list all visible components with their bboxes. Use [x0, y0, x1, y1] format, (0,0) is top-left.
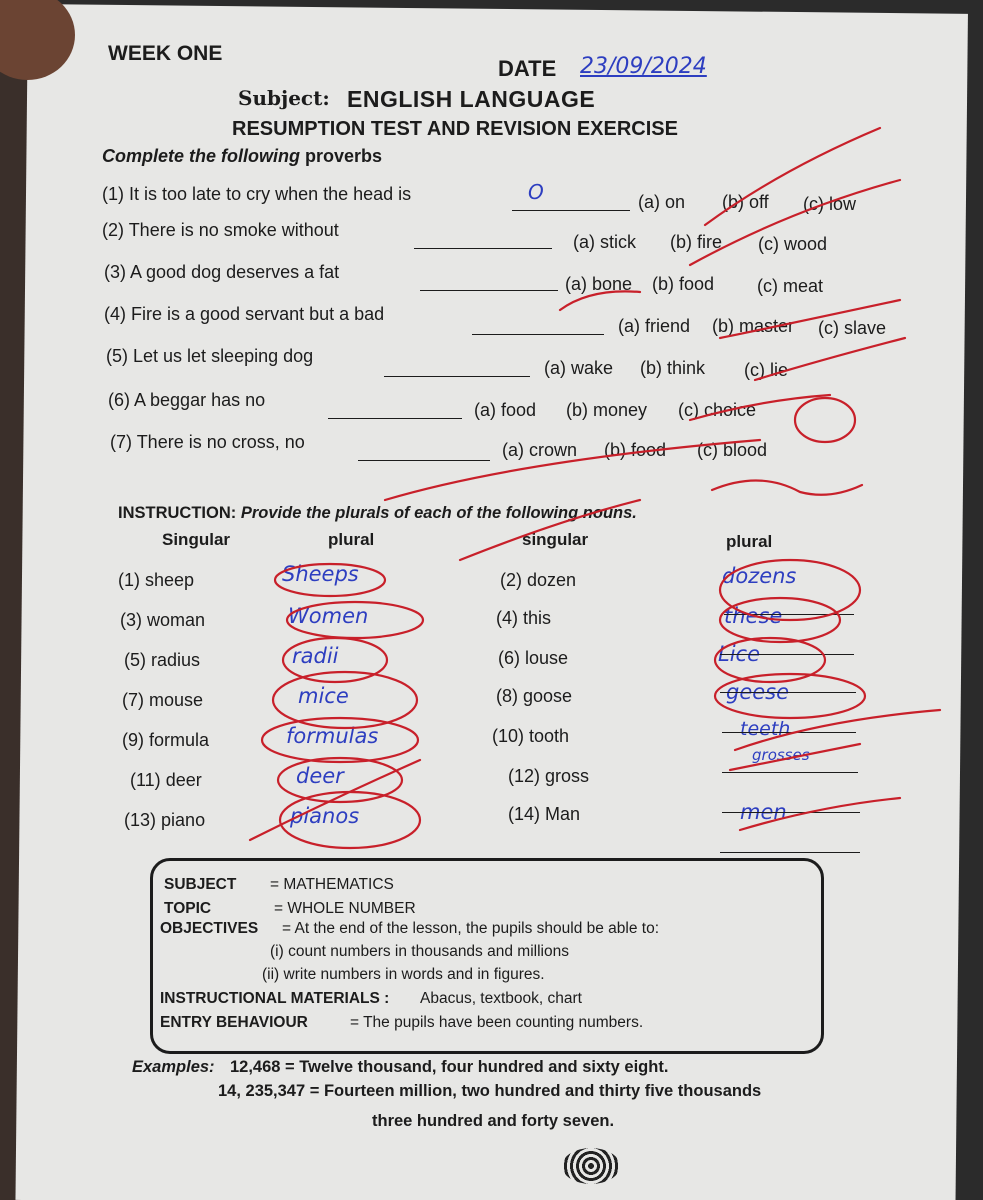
box-materials-label: INSTRUCTIONAL MATERIALS :: [160, 990, 390, 1007]
option-b: (b) money: [566, 400, 648, 420]
box-subject-label: SUBJECT: [164, 876, 237, 893]
noun-word: louse: [525, 648, 569, 668]
instruction-text: Provide the plurals of each of the following nouns.: [240, 504, 637, 522]
proverbs-instruction-b: proverbs: [305, 146, 383, 166]
noun-word: deer: [165, 770, 202, 790]
option-c: (c) wood: [758, 234, 828, 254]
option-c: (c) slave: [818, 318, 887, 338]
red-circle: [262, 718, 418, 762]
option-a: (a) stick: [573, 232, 636, 252]
option-b: (b) food: [652, 274, 715, 294]
col-singular: Singular: [162, 530, 231, 549]
red-check-stroke: [720, 300, 900, 338]
option-c: (c) blood: [697, 440, 768, 460]
noun-number: (2): [500, 570, 522, 590]
red-check-stroke: [730, 744, 860, 770]
subject-value: ENGLISH LANGUAGE: [347, 86, 596, 112]
noun-word: dozen: [527, 570, 577, 590]
option-a: (a) food: [474, 400, 537, 420]
example-2a: 14, 235,347 = Fourteen million, two hundred and thirty five thousands: [218, 1082, 762, 1100]
proverb-text: A good dog deserves a fat: [130, 262, 340, 282]
option-a: (a) bone: [565, 274, 633, 294]
red-circle: [720, 560, 860, 620]
box-objective-2: (ii) write numbers in words and in figures.: [262, 966, 545, 983]
noun-word: piano: [161, 810, 206, 830]
noun-number: (10): [492, 726, 525, 746]
red-check-stroke: [560, 291, 640, 310]
col-singular-2: singular: [522, 530, 589, 549]
box-objectives-label: OBJECTIVES: [160, 920, 259, 937]
date-label: DATE: [498, 56, 557, 81]
red-check-stroke: [385, 440, 760, 500]
noun-number: (8): [496, 686, 518, 706]
option-b: (b) think: [640, 358, 706, 378]
noun-number: (14): [508, 804, 541, 824]
plural-answer: Sheeps: [282, 562, 359, 586]
box-topic-label: TOPIC: [164, 900, 212, 917]
red-circle: [275, 564, 385, 596]
option-b: (b) off: [722, 192, 769, 212]
option-b: (b) fire: [670, 232, 723, 252]
red-circle: [273, 672, 417, 728]
week-label: WEEK ONE: [108, 42, 223, 65]
red-check-stroke: [690, 180, 900, 265]
option-c: (c) lie: [744, 360, 788, 380]
example-2b: three hundred and forty seven.: [372, 1112, 615, 1130]
red-circle: [287, 602, 423, 638]
box-materials-value: Abacus, textbook, chart: [420, 990, 582, 1007]
plural-answer: formulas: [286, 724, 379, 748]
noun-word: tooth: [529, 726, 570, 746]
option-a: (a) crown: [502, 440, 578, 460]
box-entry-value: = The pupils have been counting numbers.: [350, 1014, 644, 1031]
red-check-stroke: [755, 338, 905, 380]
proverb-text: It is too late to cry when the head is: [129, 184, 412, 204]
option-c: (c) low: [803, 194, 856, 214]
examples-label: Examples:: [132, 1058, 215, 1076]
noun-word: woman: [147, 610, 206, 630]
handwritten-answer: O: [528, 180, 544, 204]
proverb-text: A beggar has no: [134, 390, 266, 410]
option-a: (a) on: [638, 192, 686, 212]
proverb-text: Let us let sleeping dog: [133, 346, 314, 366]
noun-number: (7): [122, 690, 144, 710]
item-number: (5): [106, 346, 128, 366]
red-circle: [795, 398, 855, 442]
proverb-text: There is no cross, no: [136, 432, 305, 452]
subject-label: Subject:: [238, 86, 330, 110]
proverb-text: There is no smoke without: [128, 220, 339, 240]
box-objective-1: (i) count numbers in thousands and millions: [270, 943, 569, 960]
noun-number: (3): [120, 610, 142, 630]
red-check-stroke: [740, 798, 900, 830]
option-a: (a) friend: [618, 316, 691, 336]
box-topic-value: = WHOLE NUMBER: [274, 900, 416, 917]
box-entry-label: ENTRY BEHAVIOUR: [160, 1014, 308, 1031]
option-b: (b) master: [712, 316, 795, 336]
red-check-stroke: [690, 395, 830, 420]
instruction-label: INSTRUCTION:: [118, 504, 237, 522]
item-number: (7): [110, 432, 132, 452]
plural-answer: teeth: [740, 718, 791, 740]
option-c: (c) meat: [757, 276, 824, 296]
noun-word: gross: [545, 766, 590, 786]
red-score-scribble: [712, 480, 862, 494]
noun-word: mouse: [149, 690, 204, 710]
noun-word: radius: [151, 650, 201, 670]
noun-number: (5): [124, 650, 146, 670]
plural-answer: geese: [726, 680, 790, 704]
proverb-text: Fire is a good servant but a bad: [131, 304, 385, 324]
red-circle: [283, 638, 387, 682]
plural-answer: radii: [292, 644, 339, 668]
noun-word: goose: [523, 686, 573, 706]
noun-number: (13): [124, 810, 157, 830]
noun-number: (9): [122, 730, 144, 750]
item-number: (6): [108, 390, 130, 410]
option-a: (a) wake: [544, 358, 614, 378]
noun-number: (4): [496, 608, 518, 628]
plural-answer: mice: [298, 684, 349, 708]
plural-answer: deer: [296, 764, 344, 788]
item-number: (3): [104, 262, 126, 282]
noun-word: Man: [545, 804, 581, 824]
box-objectives-value: = At the end of the lesson, the pupils should be able to:: [282, 920, 660, 937]
proverbs-instruction-a: Complete the following: [102, 146, 300, 166]
noun-word: this: [523, 608, 552, 628]
red-check-stroke: [705, 128, 880, 225]
plural-answer: grosses: [752, 746, 810, 764]
item-number: (2): [102, 220, 124, 240]
noun-number: (11): [130, 770, 161, 790]
plural-answer: dozens: [722, 564, 797, 588]
plural-answer: Lice: [718, 642, 760, 666]
example-1: 12,468 = Twelve thousand, four hundred and sixty eight.: [230, 1058, 669, 1076]
noun-word: sheep: [145, 570, 195, 590]
plural-answer: these: [724, 604, 783, 628]
option-c: (c) choice: [678, 400, 757, 420]
box-subject-value: = MATHEMATICS: [270, 876, 394, 893]
noun-word: formula: [149, 730, 210, 750]
noun-number: (6): [498, 648, 520, 668]
item-number: (4): [104, 304, 126, 324]
noun-number: (12): [508, 766, 541, 786]
option-b: (b) food: [604, 440, 667, 460]
red-check-stroke: [460, 500, 640, 560]
col-plural: plural: [328, 530, 375, 549]
item-number: (1): [102, 184, 124, 204]
test-title: RESUMPTION TEST AND REVISION EXERCISE: [232, 118, 678, 140]
noun-number: (1): [118, 570, 140, 590]
red-check-stroke: [250, 760, 420, 840]
plural-answer: Women: [288, 604, 369, 628]
plural-answer: men: [740, 800, 787, 824]
col-plural-2: plural: [726, 532, 773, 551]
date-value: 23/09/2024: [580, 54, 707, 79]
red-circle: [280, 792, 420, 848]
plural-answer: pianos: [290, 804, 360, 828]
